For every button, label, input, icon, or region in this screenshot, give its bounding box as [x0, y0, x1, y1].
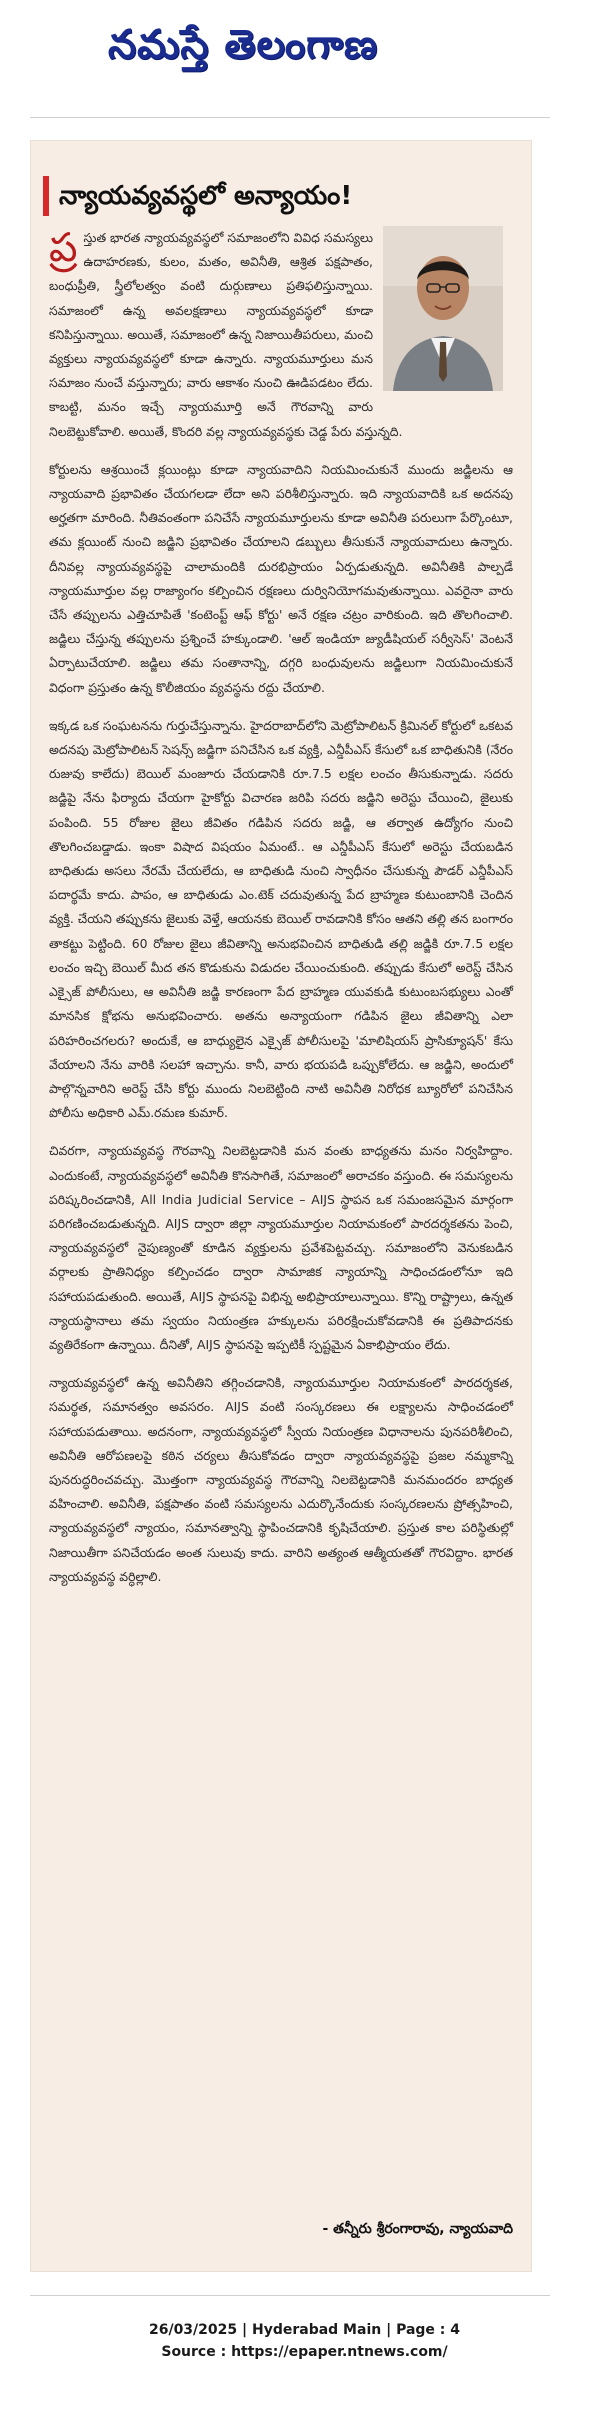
- paragraph-2: కోర్టులను ఆశ్రయించే క్లయింట్లు కూడా న్యాయవాదిని నియమించుకునే ముందు జడ్జిలను ఆ న్యాయవాది ప్రభావితం చేయగలడా లేదా అని పరిశీలిస్తున్నారు. ఇది న్యాయవాదికి ఒక అదనపు అర్హతగా మారింది. నీతివంతంగా పనిచేసే న్యాయమూర్తులను కూడా అవినీతి పరులుగా పేర్కొంటూ, తమ క్లయింట్ నుంచి జడ్జిని ప్రభావితం చేయాలని డబ్బులు తీసుకునే న్యాయవాదులు ఉన్నారు. దీనివల్ల న్యాయవ్యవస్థపై చాలామందికి దురభిప్రాయం ఏర్పడుతున్నది. అవినీతికి పాల్పడే న్యాయమూర్తుల వల్ల రాజ్యాంగం కల్పించిన రక్షణలు దుర్వినియోగమవుతున్నాయి. ఎవరైనా వారు చేసే తప్పులను ఎత్తిచూపితే 'కంటెంప్ట్ ఆఫ్ కోర్టు' అనే రక్షణ చట్రం వారికుంది. ఇది తొలగించాలి. జడ్జిలు చేస్తున్న తప్పులను ప్రశ్నించే హక్కుండాలి. 'ఆల్ ఇండియా జ్యుడీషియల్ సర్వీసెస్' వెంటనే ఏర్పాటుచేయాలి. జడ్జిలు తమ సంతానాన్ని, దగ్గరి బంధువులను జడ్జిలుగా నియమించుకునే విధంగా ప్రస్తుతం ఉన్న కొలీజియం వ్యవస్థను రద్దు చేయాలి.: [49, 461, 513, 695]
- masthead: నమస్తే తెలంగాణ: [108, 21, 379, 68]
- paragraph-3: ఇక్కడ ఒక సంఘటనను గుర్తుచేస్తున్నాను. హైదరాబాద్‌లోని మెట్రోపాలిటన్ క్రిమినల్ కోర్టులో ఒకటవ అదనపు మెట్రోపాలిటన్ సెషన్స్ జడ్జిగా పనిచేసిన ఒక వ్యక్తి, ఎన్డీపీఎస్ కేసులో ఒక బాధితునికి (నేరం రుజువు కాలేదు) బెయిల్ మంజూరు చేయడానికి రూ.7.5 లక్షల లంచం తీసుకున్నాడు. సదరు జడ్జిపై నేను ఫిర్యాదు చేయగా హైకోర్టు విచారణ జరిపి సదరు జడ్జిని అరెస్టు చేయించి, జైలుకు పంపింది. 55 రోజుల జైలు జీవితం గడిపిన సదరు జడ్జి, ఆ తర్వాత ఉద్యోగం నుంచి తొలగించబడ్డాడు. ఇంకా విషాద విషయం ఏమంటే.. ఆ ఎన్డీపీఎస్ కేసులో అరెస్టు చేయబడిన బాధితుడు అసలు నేరమే చేయలేదు, ఆ బాధితుడి నుంచి స్వాధీనం చేసుకున్న పౌడర్ ఎన్డీపీఎస్ పదార్థమే కాదు. పాపం, ఆ బాధితుడు ఎం.టెక్ చదువుతున్న పేద బ్రాహ్మణ కుటుంబానికి చెందిన వ్యక్తి. చేయని తప్పుకను జైలుకు వెళ్తే, ఆయనకు బెయిల్ రావడానికి కోసం ఆతని తల్లి తన బంగారం తాకట్టు పెట్టింది. 60 రోజుల జైలు జీవితాన్ని అనుభవించిన బాధితుడి తల్లి జడ్జికి రూ.7.5 లక్షల లంచం ఇచ్చి బెయిల్ మీద తన కొడుకును విడుదల చేయించుకుంది. తప్పుడు కేసులో అరెస్ట్ చేసిన ఎక్సైజ్ పోలీసులు, ఆ అవినీతి జడ్జి కారణంగా పేద బ్రాహ్మణ యువకుడి కుటుంబసభ్యులు ఎంతో మానసిక క్షోభను అనుభవించారు. అతను అన్యాయంగా గడిపిన జైలు జీవితాన్ని ఎలా పరిహరించగలరు? అందుకే, ఆ బాధ్యులైన ఎక్సైజ్ పోలీసులపై 'మాలిషియస్ ప్రాసిక్యూషన్' కేసు వేయాలని నేను వారికి సలహా ఇచ్చాను. కానీ, వారు భయపడి ఒప్పుకోలేదు. ఆ జడ్జిని, అందులో పాల్గొన్నవారిని అరెస్ట్ చేసి కోర్టు ముందు నిలబెట్టింది నాటి అవినీతి నిరోధక బ్యూరోలో పనిచేసిన పోలీసు అధికారి ఎమ్.రమణ కుమార్.: [49, 717, 513, 1121]
- paragraph-4: చివరగా, న్యాయవ్యవస్థ గౌరవాన్ని నిలబెట్టడానికి మన వంతు బాధ్యతను మనం నిర్వహిద్దాం. ఎందుకంటే, న్యాయవ్యవస్థలో అవినీతి కొనసాగితే, సమాజంలో అరాచకం వస్తుంది. ఈ సమస్యలను పరిష్కరించడానికి, All India Judicial Service – AIJS స్థాపన ఒక సమంజసమైన మార్గంగా పరిగణించబడుతున్నది. AIJS ద్వారా జిల్లా న్యాయమూర్తుల నియామకంలో పారదర్శకతను పెంచి, న్యాయవ్యవస్థలో నైపుణ్యంతో కూడిన వ్యక్తులను ప్రవేశపెట్టవచ్చు. సమాజంలోని వెనుకబడిన వర్గాలకు ప్రాతినిధ్యం కల్పించడం ద్వారా సామాజిక న్యాయాన్ని సాధించడంలోనూ ఇది సహాయపడుతుంది. అయితే, AIJS స్థాపనపై విభిన్న అభిప్రాయాలున్నాయి. కొన్ని రాష్ట్రాలు, ఉన్నత న్యాయస్థానాలు తమ స్వయం నియంత్రణ హక్కులను పరిరక్షించుకోవడానికి ఈ ప్రతిపాదనకు వ్యతిరేకంగా ఉన్నాయి. దీనితో, AIJS స్థాపనపై ఇప్పటికీ స్పష్టమైన ఏకాభిప్రాయం లేదు.: [49, 1143, 513, 1352]
- masthead-divider: [30, 117, 550, 118]
- footer-dateline: 26/03/2025 | Hyderabad Main | Page : 4: [148, 2322, 461, 2338]
- footer-divider: [30, 2295, 550, 2296]
- headline: న్యాయవ్యవస్థలో అన్యాయం!: [43, 176, 529, 216]
- paragraph-1-text: స్తుత భారత న్యాయవ్యవస్థలో సమాజంలోని వివిధ సమస్యలు ఉదాహరణకు, కులం, మతం, అవినీతి, ఆశ్రిత పక్షపాతం, బంధుప్రీతి, స్త్రీలోలత్వం వంటి దుర్గుణాలు ప్రతిఫలిస్తున్నాయి. సమాజంలో ఉన్న అవలక్షణాలు న్యాయవ్యవస్థలో కూడా కనిపిస్తున్నాయి. అయితే, సమాజంలో ఉన్న నిజాయితీపరులు, మంచి వ్యక్తులు న్యాయవ్యవస్థలో కూడా ఉన్నారు. న్యాయమూర్తులు మన సమాజం నుంచే వస్తున్నారు; వారు ఆకాశం నుంచి ఊడిపడటం లేదు. కాబట్టి, మనం ఇచ్చే న్యాయమూర్తి అనే గౌరవాన్ని వారు నిలబెట్టుకోవాలి. అయితే, కొందరి వల్ల న్యాయవ్యవస్థకు చెడ్డ పేరు వస్తున్నది.: [49, 230, 403, 439]
- article-body: [49, 226, 513, 1603]
- dropcap: ప్ర: [49, 225, 78, 271]
- paragraph-5: న్యాయవ్యవస్థలో ఉన్న అవినీతిని తగ్గించడానికి, న్యాయమూర్తుల నియామకంలో పారదర్శకత, సమర్థత, సమానత్వం అవసరం. AIJS వంటి సంస్కరణలు ఈ లక్ష్యాలను సాధించడంలో సహాయపడుతాయి. అదనంగా, న్యాయవ్యవస్థలో స్వీయ నియంత్రణ విధానాలను పునపరిశీలించి, అవినీతి ఆరోపణలపై కఠిన చర్యలు తీసుకోవడం ద్వారా న్యాయవ్యవస్థపై ప్రజల నమ్మకాన్ని పునరుద్ధరించవచ్చు. మొత్తంగా న్యాయవ్యవస్థ గౌరవాన్ని నిలబెట్టడానికి మనమందరం బాధ్యత వహించాలి. అవినీతి, పక్షపాతం వంటి సమస్యలను ఎదుర్కొనేందుకు సంస్కరణలను ప్రోత్సహించి, న్యాయవ్యవస్థలో న్యాయం, సమానత్వాన్ని స్థాపించడానికి కృషిచేయాలి. ప్రస్తుత కాల పరిస్థితుల్లో నిజాయితీగా పనిచేయడం అంత సులువు కాదు. వారిని అత్యంత ఆత్మీయతతో గౌరవిద్దాం. భారత న్యాయవ్యవస్థ వర్ధిల్లాలి.: [49, 1375, 513, 1584]
- footer-source: Source : https://epaper.ntnews.com/: [161, 2344, 448, 2360]
- article: [30, 140, 532, 2272]
- byline: - తన్నీరు శ్రీరంగారావు, న్యాయవాది: [322, 2221, 513, 2237]
